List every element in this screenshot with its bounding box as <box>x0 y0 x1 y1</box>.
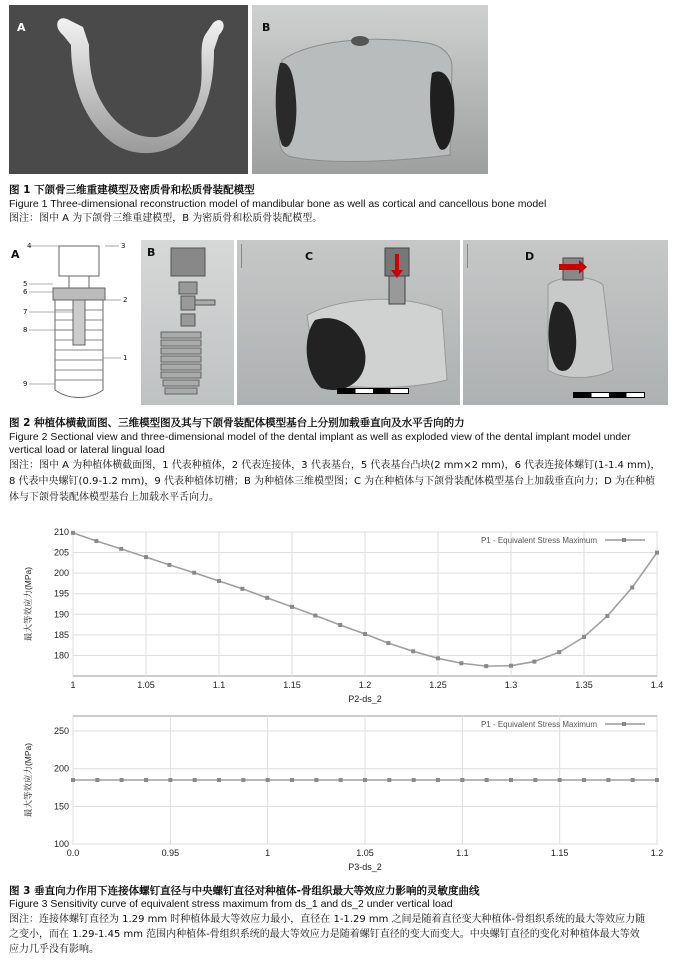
data-point <box>339 778 343 782</box>
fig3-title-en: Figure 3 Sensitivity curve of equivalent stress maximum from ds_1 and ds_2 under vertical load <box>9 898 453 910</box>
data-point <box>120 778 124 782</box>
x-tick-label: 1.05 <box>137 680 155 690</box>
fig2-title-en-1: Figure 2 Sectional view and three-dimensional model of the dental implant as well as exploded view of the dental implant model under <box>9 431 631 443</box>
data-point <box>436 778 440 782</box>
y-tick-label: 100 <box>53 839 69 849</box>
fig2-label-a: A <box>11 248 20 261</box>
x-axis-label: P3-ds_2 <box>348 862 382 872</box>
data-point <box>606 778 610 782</box>
data-point <box>630 586 634 590</box>
y-tick-label: 200 <box>53 763 69 774</box>
y-tick-label: 205 <box>53 547 69 558</box>
data-point <box>95 778 99 782</box>
legend-label: P1 - Equivalent Stress Maximum <box>480 536 597 545</box>
data-point <box>631 778 635 782</box>
data-point <box>363 778 367 782</box>
fig2-label-c: C <box>305 250 314 263</box>
data-point <box>509 778 513 782</box>
data-point <box>217 778 221 782</box>
label-num-4: 4 <box>27 242 32 250</box>
data-point <box>71 778 75 782</box>
fig2-panel-d <box>463 240 668 405</box>
x-tick-label: 1.3 <box>504 680 518 690</box>
data-point <box>387 778 391 782</box>
scale-bar-d <box>573 392 645 398</box>
fig1-note: 图注：图中 A 为下颌骨三维重建模型，B 为密质骨和松质骨装配模型。 <box>9 213 323 224</box>
data-point <box>558 778 562 782</box>
data-point <box>193 778 197 782</box>
x-tick-label: 1 <box>265 848 271 858</box>
x-tick-label: 1.2 <box>358 680 372 690</box>
data-point <box>484 664 488 668</box>
fig2-panel-a <box>9 240 137 405</box>
x-tick-label: 1.25 <box>429 680 447 690</box>
label-num-7: 7 <box>23 308 28 316</box>
fig1-title-en: Figure 1 Three-dimensional reconstruction model of mandibular bone as well as cortical and cancellous bone model <box>9 198 547 210</box>
fig2-title-zh: 图 2 种植体横截面图、三维模型图及其与下颌骨装配体模型基台上分别加载垂直向及水平舌向的力 <box>9 417 465 429</box>
legend-marker <box>622 722 626 726</box>
data-point <box>485 778 489 782</box>
chart-2-svg <box>9 710 669 878</box>
label-num-1: 1 <box>123 354 128 362</box>
data-point <box>314 778 318 782</box>
data-point <box>241 778 245 782</box>
legend-marker <box>622 538 626 542</box>
y-tick-label: 190 <box>53 609 69 620</box>
chart-1-svg <box>9 518 669 704</box>
x-axis-label: P2-ds_2 <box>348 694 382 704</box>
data-point <box>71 531 75 535</box>
data-point <box>266 778 270 782</box>
data-point <box>313 614 317 618</box>
data-point <box>655 551 659 555</box>
fig1-panel-b <box>252 5 488 174</box>
data-point <box>436 656 440 660</box>
x-tick-label: 1.2 <box>650 848 664 858</box>
x-tick-label: 1.15 <box>550 848 569 858</box>
ansys-legend-d <box>467 244 518 268</box>
data-point <box>94 539 98 543</box>
y-tick-label: 250 <box>53 726 69 737</box>
x-tick-label: 0.0 <box>66 848 80 858</box>
x-tick-label: 1.15 <box>283 680 301 690</box>
fig2-note-1: 图注：图中 A 为种植体横截面图，1 代表种植体，2 代表连接体，3 代表基台，5 代表基台凸块(2 mm×2 mm)，6 代表连接体螺钉(1-1.4 mm)， <box>9 460 661 471</box>
data-point <box>217 579 221 583</box>
data-point <box>509 664 513 668</box>
y-tick-label: 210 <box>53 527 69 537</box>
fig1-title-zh: 图 1 下颌骨三维重建模型及密质骨和松质骨装配模型 <box>9 184 255 196</box>
data-point <box>460 778 464 782</box>
data-point <box>363 632 367 636</box>
y-tick-label: 180 <box>53 650 69 661</box>
x-tick-label: 1.4 <box>650 680 664 690</box>
data-point <box>655 778 659 782</box>
data-point <box>167 563 171 567</box>
data-point <box>557 650 561 654</box>
y-axis-label: 最大等效应力(MPa) <box>23 742 33 818</box>
data-point <box>532 660 536 664</box>
fig2-label-b: B <box>147 246 156 259</box>
data-point <box>192 571 196 575</box>
x-tick-label: 1.1 <box>456 848 469 858</box>
data-point <box>144 778 148 782</box>
data-point <box>582 635 586 639</box>
data-point <box>265 596 269 600</box>
bone-assembly-image <box>252 5 488 174</box>
fig2-note-2: 8 代表中央螺钉(0.9-1.2 mm)，9 代表种植体切槽；B 为种植体三维模型图；C 为在种植体与下颌骨装配体模型基台上加载垂直向力；D 为在种植 <box>9 476 656 487</box>
fig1-panel-a <box>9 5 248 174</box>
fig2-panel-c <box>237 240 460 405</box>
implant-3d-exploded-image <box>141 240 234 405</box>
data-point <box>168 778 172 782</box>
label-num-9: 9 <box>23 380 28 388</box>
data-point <box>533 778 537 782</box>
y-tick-label: 200 <box>53 568 69 579</box>
y-tick-label: 195 <box>53 588 69 599</box>
fig2-label-d: D <box>525 250 535 263</box>
label-num-6: 6 <box>23 288 28 296</box>
data-point <box>459 661 463 665</box>
data-point <box>290 605 294 609</box>
implant-section-diagram <box>9 240 137 405</box>
fig2-title-en-2: vertical load or lateral lingual load <box>9 444 165 456</box>
legend-label: P1 - Equivalent Stress Maximum <box>480 720 597 729</box>
data-point <box>338 623 342 627</box>
y-tick-label: 150 <box>53 801 69 812</box>
chart-2 <box>9 710 669 878</box>
mandible-model-image <box>9 5 248 174</box>
x-tick-label: 1.35 <box>575 680 593 690</box>
data-point <box>605 614 609 618</box>
x-tick-label: 1.1 <box>212 680 226 690</box>
chart-1 <box>9 518 669 704</box>
fig3-title-zh: 图 3 垂直向力作用下连接体螺钉直径与中央螺钉直径对种植体-骨组织最大等效应力影响的灵敏度曲线 <box>9 885 480 897</box>
label-num-8: 8 <box>23 326 28 334</box>
data-point <box>412 778 416 782</box>
fig2-panel-b <box>141 240 234 405</box>
scale-bar-c <box>337 388 409 394</box>
fig1-label-b: B <box>262 21 271 34</box>
fig3-note-2: 之变小，而在 1.29-1.45 mm 范围内种植体-骨组织系统的最大等效应力是随着螺钉直径的变大而变大。中央螺钉直径的变化对种植体最大等效 <box>9 929 640 940</box>
fig3-note-1: 图注：连接体螺钉直径为 1.29 mm 时种植体最大等效应力最小，直径在 1-1.29 mm 之间是随着直径变大种植体-骨组织系统的最大等效应力随 <box>9 914 646 925</box>
x-tick-label: 1.05 <box>356 848 374 858</box>
fig1-label-a: A <box>17 21 26 34</box>
data-point <box>582 778 586 782</box>
data-point <box>144 555 148 559</box>
y-tick-label: 185 <box>53 629 69 640</box>
data-point <box>119 547 123 551</box>
label-num-3: 3 <box>121 242 126 250</box>
data-point <box>290 778 294 782</box>
label-num-2: 2 <box>123 296 128 304</box>
data-point <box>411 649 415 653</box>
fig2-note-3: 体与下颌骨装配体模型基台上加载水平舌向力。 <box>9 492 219 503</box>
x-tick-label: 0.95 <box>161 848 180 858</box>
data-point <box>240 587 244 591</box>
data-point <box>386 641 390 645</box>
ansys-legend-c <box>241 244 292 268</box>
y-axis-label: 最大等效应力(MPa) <box>23 566 33 642</box>
fig3-note-3: 应力几乎没有影响。 <box>9 944 99 955</box>
label-num-5: 5 <box>23 280 28 288</box>
x-tick-label: 1 <box>70 680 76 690</box>
